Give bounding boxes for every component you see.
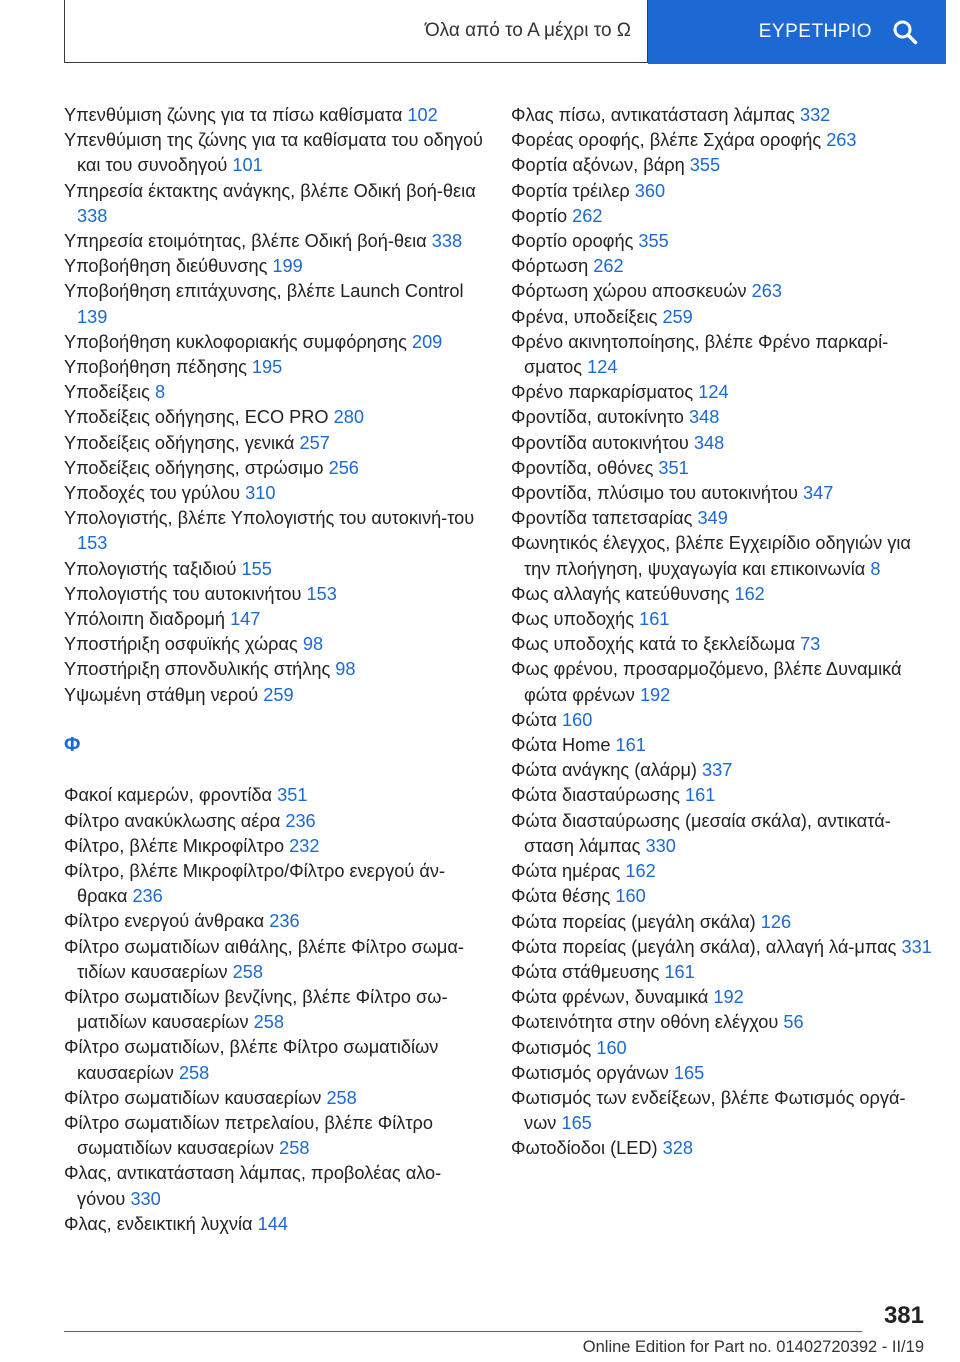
section-letter: Φ xyxy=(64,734,81,757)
index-entry xyxy=(64,380,484,405)
index-entry-text: Φροντίδα, αυτοκίνητο xyxy=(511,407,684,428)
index-entry xyxy=(64,506,484,556)
header xyxy=(64,0,946,64)
page-link[interactable]: 338 xyxy=(77,205,108,226)
page-link[interactable]: 258 xyxy=(178,1062,210,1083)
page-link[interactable]: 349 xyxy=(697,508,728,529)
index-entry-text: Φώτα στάθμευσης xyxy=(511,961,660,982)
index-entry xyxy=(511,405,936,430)
page-link[interactable]: 355 xyxy=(689,155,721,176)
page-link[interactable]: 161 xyxy=(639,609,670,630)
index-entry-text: Φορτίο οροφής xyxy=(511,231,634,252)
index-entry xyxy=(511,506,936,531)
page-link[interactable]: 280 xyxy=(333,407,364,428)
footer-divider xyxy=(64,1331,862,1332)
index-entry-text: Φίλτρο ενεργού άνθρακα xyxy=(64,911,265,932)
index-entry xyxy=(64,557,484,582)
index-entry xyxy=(511,607,936,632)
index-entry xyxy=(511,481,936,506)
index-entry-text: Φόρτωση xyxy=(511,256,589,277)
index-entry-text: Φρένο παρκαρίσματος xyxy=(511,382,694,403)
index-entry-text: Φώτα Home xyxy=(511,735,611,756)
index-entry xyxy=(511,1136,936,1161)
index-entry-text: Φωτισμός οργάνων xyxy=(511,1062,669,1083)
index-entry xyxy=(511,910,936,935)
page-link[interactable]: 259 xyxy=(662,306,693,327)
page-link[interactable]: 102 xyxy=(407,105,438,125)
index-entry-text: Υποδείξεις οδήγησης, ECO PRO xyxy=(64,407,329,428)
page-link[interactable]: 161 xyxy=(684,785,716,806)
index-entry xyxy=(64,657,484,682)
page-link[interactable]: 256 xyxy=(328,457,359,478)
index-entry xyxy=(64,431,484,456)
page-link[interactable]: 155 xyxy=(241,558,272,579)
index-entry xyxy=(64,456,484,481)
page-link[interactable]: 258 xyxy=(279,1138,310,1159)
index-entry xyxy=(511,582,936,607)
index-entry-text: Υποβοήθηση πέδησης xyxy=(64,357,247,378)
index-entry xyxy=(64,607,484,632)
index-entry-text: Φλας πίσω, αντικατάσταση λάμπας xyxy=(511,105,795,125)
page-link[interactable]: 101 xyxy=(232,155,263,176)
index-entry-text: Φίλτρο σωματιδίων καυσαερίων xyxy=(64,1087,322,1108)
index-entry xyxy=(64,103,484,128)
index-entry-text: Φίλτρο σωματιδίων βενζίνης, βλέπε Φίλτρο σω‐ματιδίων καυσαερίων xyxy=(64,987,448,1033)
index-entry-text: Φώτα xyxy=(511,709,557,730)
index-entry xyxy=(64,279,484,329)
index-entry xyxy=(511,985,936,1010)
index-entry-text: Φως υποδοχής κατά το ξεκλείδωμα xyxy=(511,634,795,655)
index-entry-text: Υπολογιστής του αυτοκινήτου xyxy=(64,583,302,604)
page-link[interactable]: 258 xyxy=(253,1012,285,1033)
index-entry xyxy=(511,1061,936,1086)
index-column-left xyxy=(64,103,484,1237)
page-link[interactable]: 337 xyxy=(702,760,733,781)
tab-a-to-z-label: Όλα από το Α μέχρι το Ω xyxy=(424,20,631,41)
index-entry xyxy=(511,758,936,783)
page-link[interactable]: 258 xyxy=(232,961,264,982)
page-link[interactable]: 165 xyxy=(673,1062,705,1083)
index-entry xyxy=(511,1036,936,1061)
index-entry xyxy=(64,1212,484,1237)
page-link[interactable]: 347 xyxy=(803,483,834,504)
index-entry-text: Φως αλλαγής κατεύθυνσης xyxy=(511,583,730,604)
page-link[interactable]: 124 xyxy=(587,357,618,378)
index-entry-text: Φώτα διασταύρωσης (μεσαία σκάλα), αντικατά‐σταση λάμπας xyxy=(511,810,891,856)
index-entry-text: Υπηρεσία ετοιμότητας, βλέπε Οδική βοή‐θεια xyxy=(64,231,427,252)
page-link[interactable]: 124 xyxy=(698,382,729,403)
page-link[interactable]: 162 xyxy=(625,861,656,882)
index-entry-text: Φως φρένου, προσαρμοζόμενο, βλέπε Δυναμικά φώτα φρένων xyxy=(511,659,902,705)
index-entry-text: Φορτία τρέιλερ xyxy=(511,180,630,201)
index-entry xyxy=(64,481,484,506)
index-entry xyxy=(64,1035,484,1085)
index-entry-text: Φωτεινότητα στην οθόνη ελέγχου xyxy=(511,1012,779,1033)
page-link[interactable]: 348 xyxy=(689,407,720,428)
index-entry-text: Υπολογιστής ταξιδιού xyxy=(64,558,237,579)
index-entry-text: Φώτα θέσης xyxy=(511,886,611,907)
index-entry-text: Φώτα διασταύρωσης xyxy=(511,785,680,806)
index-entry-text: Υπηρεσία έκτακτης ανάγκης, βλέπε Οδική βοή‐θεια xyxy=(64,180,476,201)
index-entry xyxy=(64,859,484,909)
index-entry xyxy=(511,1010,936,1035)
index-entry-text: Υποστήριξη οσφυϊκής χώρας xyxy=(64,634,298,655)
page-link[interactable]: 147 xyxy=(230,609,261,630)
index-entry-text: Φώτα φρένων, δυναμικά xyxy=(511,987,709,1008)
page-link[interactable]: 98 xyxy=(335,659,356,680)
index-entry-text: Υποβοήθηση διεύθυνσης xyxy=(64,256,268,277)
footer-edition: Online Edition for Part no. 01402720392 - II/19 xyxy=(582,1338,924,1356)
index-entry-text: Υποβοήθηση επιτάχυνσης, βλέπε Launch Control xyxy=(64,281,464,302)
index-entry-text: Υποστήριξη σπονδυλικής στήλης xyxy=(64,659,331,680)
page-link[interactable]: 332 xyxy=(799,105,831,125)
index-entry xyxy=(511,657,936,707)
index-entry xyxy=(64,254,484,279)
page-link[interactable]: 232 xyxy=(289,835,320,856)
index-entry-text: Φώτα πορείας (μεγάλη σκάλα) xyxy=(511,911,756,932)
index-entry-text: Φορτίο xyxy=(511,205,568,226)
tab-index-label: ΕΥΡΕΤΗΡΙΟ xyxy=(758,21,872,42)
page-link[interactable]: 56 xyxy=(783,1012,804,1033)
page-link[interactable]: 192 xyxy=(639,684,671,705)
page-link[interactable]: 331 xyxy=(901,936,932,957)
index-entry-text: Φωτισμός των ενδείξεων, βλέπε Φωτισμός οργά‐νων xyxy=(511,1087,906,1134)
page-link[interactable]: 351 xyxy=(658,457,689,478)
page-link[interactable]: 257 xyxy=(299,432,330,453)
index-entry-text: Φίλτρο ανακύκλωσης αέρα xyxy=(64,810,281,831)
index-entry xyxy=(64,229,484,254)
index-entry-text: Φίλτρο σωματιδίων, βλέπε Φίλτρο σωματιδίων καυσαερίων xyxy=(64,1037,439,1083)
index-entry-text: Φώτα πορείας (μεγάλη σκάλα), αλλαγή λά‐μπας xyxy=(511,936,897,957)
page-link[interactable]: 8 xyxy=(154,382,166,403)
page-link[interactable]: 330 xyxy=(645,835,676,856)
page-link[interactable]: 263 xyxy=(826,130,857,151)
page-link[interactable]: 262 xyxy=(572,205,603,226)
index-entry xyxy=(511,935,936,960)
index-entry xyxy=(511,229,936,254)
index-entry-text: Φίλτρο σωματιδίων αιθάλης, βλέπε Φίλτρο σωμα‐τιδίων καυσαερίων xyxy=(64,936,464,982)
page-link[interactable]: 165 xyxy=(561,1113,592,1134)
page-link[interactable]: 310 xyxy=(245,483,276,504)
index-entry xyxy=(511,279,936,304)
page-link[interactable]: 236 xyxy=(132,886,163,907)
index-entry xyxy=(511,305,936,330)
page-link[interactable]: 162 xyxy=(734,583,765,604)
page-link[interactable]: 338 xyxy=(431,231,463,252)
index-entry-text: Φλας, αντικατάσταση λάμπας, προβολέας αλο‐γόνου xyxy=(64,1163,442,1209)
index-entry xyxy=(64,909,484,934)
page-link[interactable]: 355 xyxy=(638,231,669,252)
index-entry-text: Φορτία αξόνων, βάρη xyxy=(511,155,685,176)
index-entry xyxy=(511,960,936,985)
page-link[interactable]: 160 xyxy=(615,886,646,907)
page-link[interactable]: 262 xyxy=(593,256,624,277)
page-link[interactable]: 199 xyxy=(272,256,303,277)
page-link[interactable]: 192 xyxy=(713,987,744,1008)
index-entry xyxy=(64,632,484,657)
index-entry-text: Φίλτρο, βλέπε Μικροφίλτρο xyxy=(64,835,285,856)
index-entry-text: Φώτα ανάγκης (αλάρμ) xyxy=(511,760,697,781)
index-entry xyxy=(64,355,484,380)
index-entry-text: Υπενθύμιση της ζώνης για τα καθίσματα του οδηγού και του συνοδηγού xyxy=(64,130,484,176)
page-link[interactable]: 330 xyxy=(130,1188,161,1209)
index-entry-text: Φακοί καμερών, φροντίδα xyxy=(64,785,273,806)
index-entry xyxy=(511,632,936,657)
index-entry xyxy=(64,405,484,430)
index-entry-text: Φίλτρο σωματιδίων πετρελαίου, βλέπε Φίλτρο σωματιδίων καυσαερίων xyxy=(64,1113,433,1159)
tab-a-to-z[interactable] xyxy=(64,0,648,63)
page-link[interactable]: 328 xyxy=(662,1138,694,1159)
index-entry-text: Φρένα, υποδείξεις xyxy=(511,306,658,327)
page-link[interactable]: 160 xyxy=(596,1037,627,1058)
index-entry xyxy=(64,330,484,355)
index-entry xyxy=(64,128,484,178)
search-icon[interactable] xyxy=(892,19,918,45)
index-entry-text: Φορέας οροφής, βλέπε Σχάρα οροφής xyxy=(511,130,822,151)
index-entry-text: Υποδοχές του γρύλου xyxy=(64,483,241,504)
page-link[interactable]: 209 xyxy=(411,331,443,352)
index-entry xyxy=(64,1111,484,1161)
page-link[interactable]: 351 xyxy=(277,785,308,806)
index-entry xyxy=(511,884,936,909)
page-link[interactable]: 161 xyxy=(615,735,646,756)
index-entry-text: Φροντίδα ταπετσαρίας xyxy=(511,508,693,529)
index-entry-text: Υποβοήθηση κυκλοφοριακής συμφόρησης xyxy=(64,331,407,352)
index-column-right xyxy=(511,103,936,1162)
index-entry xyxy=(511,783,936,808)
page-link[interactable]: 161 xyxy=(664,961,695,982)
page-link[interactable]: 126 xyxy=(760,911,792,932)
index-entry-text: Υπενθύμιση ζώνης για τα πίσω καθίσματα xyxy=(64,105,403,125)
page-link[interactable]: 258 xyxy=(326,1087,357,1108)
page-number: 381 xyxy=(883,1302,924,1329)
page-link[interactable]: 160 xyxy=(561,709,593,730)
page-link[interactable]: 98 xyxy=(302,634,324,655)
index-entry xyxy=(511,103,936,128)
index-entry-text: Υποδείξεις οδήγησης, γενικά xyxy=(64,432,295,453)
index-entry-text: Φροντίδα αυτοκινήτου xyxy=(511,432,689,453)
page-link[interactable]: 153 xyxy=(306,583,337,604)
index-entry-text: Φλας, ενδεικτική λυχνία xyxy=(64,1213,253,1234)
index-entry-text: Φωτισμός xyxy=(511,1037,592,1058)
index-entry-text: Φώτα ημέρας xyxy=(511,861,621,882)
index-entry xyxy=(64,1161,484,1211)
page-link[interactable]: 8 xyxy=(870,558,881,579)
index-entry xyxy=(511,809,936,859)
index-entry-text: Φως υποδοχής xyxy=(511,609,635,630)
index-entry xyxy=(511,330,936,380)
index-entry-text: Υποδείξεις xyxy=(64,382,150,403)
page-link[interactable]: 348 xyxy=(693,432,725,453)
index-entry xyxy=(511,128,936,153)
page-link[interactable]: 263 xyxy=(751,281,782,302)
index-entry xyxy=(64,683,484,708)
index-entry xyxy=(511,1086,936,1136)
index-entry-text: Υποδείξεις οδήγησης, στρώσιμο xyxy=(64,457,324,478)
index-entry xyxy=(511,708,936,733)
page-link[interactable]: 259 xyxy=(263,684,294,705)
index-entry xyxy=(64,582,484,607)
tab-index[interactable] xyxy=(648,0,946,64)
index-entry-text: Φωνητικός έλεγχος, βλέπε Εγχειρίδιο οδηγιών για την πλοήγηση, ψυχαγωγία και επικοινωνία xyxy=(511,533,911,579)
index-entry xyxy=(511,456,936,481)
page-link[interactable]: 73 xyxy=(800,634,821,655)
index-entry-text: Υπολογιστής, βλέπε Υπολογιστής του αυτοκινή‐του xyxy=(64,508,475,529)
index-entry xyxy=(511,380,936,405)
index-entry-text: Υπόλοιπη διαδρομή xyxy=(64,609,225,630)
index-entry-text: Φροντίδα, οθόνες xyxy=(511,457,654,478)
index-entry xyxy=(511,254,936,279)
index-entry xyxy=(64,809,484,834)
index-entry xyxy=(64,783,484,808)
page-link[interactable]: 360 xyxy=(634,180,666,201)
index-entry xyxy=(511,859,936,884)
index-entry xyxy=(64,834,484,859)
index-entry-text: Φροντίδα, πλύσιμο του αυτοκινήτου xyxy=(511,483,798,504)
index-entry xyxy=(511,733,936,758)
page-link[interactable]: 153 xyxy=(77,533,108,554)
index-entry-text: Υψωμένη στάθμη νερού xyxy=(64,684,259,705)
index-entry xyxy=(64,179,484,229)
index-entry-text: Φίλτρο, βλέπε Μικροφίλτρο/Φίλτρο ενεργού άν‐θρακα xyxy=(64,861,446,907)
index-entry xyxy=(64,1086,484,1111)
index-entry-text: Φωτοδίοδοι (LED) xyxy=(511,1138,658,1159)
index-entry-text: Φρένο ακινητοποίησης, βλέπε Φρένο παρκαρί‐σματος xyxy=(511,331,889,378)
index-entry xyxy=(511,153,936,178)
index-entry xyxy=(511,204,936,229)
index-entry xyxy=(64,985,484,1035)
page-link[interactable]: 236 xyxy=(269,911,300,932)
index-entry xyxy=(511,179,936,204)
page-link[interactable]: 144 xyxy=(257,1213,288,1234)
page-link[interactable]: 139 xyxy=(77,306,108,327)
page-link[interactable]: 195 xyxy=(251,357,283,378)
index-entry-text: Φόρτωση χώρου αποσκευών xyxy=(511,281,747,302)
index-entry xyxy=(511,431,936,456)
page-link[interactable]: 236 xyxy=(285,810,316,831)
index-entry xyxy=(511,531,936,581)
index-entry xyxy=(64,935,484,985)
